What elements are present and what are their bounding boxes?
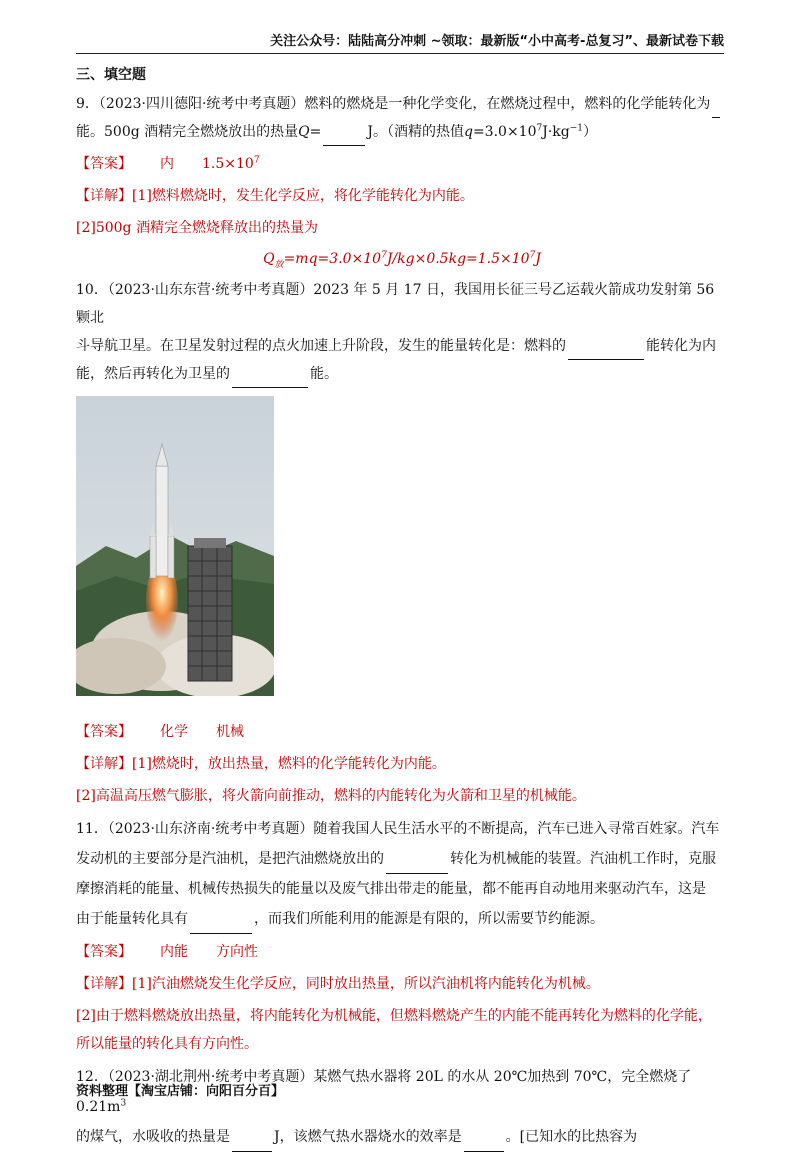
question-10: 10．（2023·山东东营·统考中考真题）2023 年 5 月 17 日，我国用长征三号乙运载火箭成功发射第 56 颗北 斗导航卫星。在卫星发射过程的点火加速上升阶段，发生的能量转化是：燃料的 能转化为内 能，然后再转化为卫星的 能。 xyxy=(76,276,728,388)
blank[interactable] xyxy=(232,369,308,388)
answer-11: 【答案】 内能 方向性 xyxy=(76,944,258,960)
detail-11-1: 【详解】[1]汽油燃烧发生化学反应，同时放出热量，所以汽油机将内能转化为机械。 xyxy=(76,976,600,992)
blank[interactable] xyxy=(190,915,252,934)
detail-11-2: [2]由于燃料燃烧放出热量，将内能转化为机械能，但燃料燃烧产生的内能不能再转化为燃料的化学能， 所以能量的转化具有方向性。 xyxy=(76,1008,712,1052)
answer-10: 【答案】 化学 机械 xyxy=(76,724,244,740)
blank[interactable] xyxy=(323,127,365,146)
page-content xyxy=(76,62,728,1152)
question-11: 11．（2023·山东济南·统考中考真题）随着我国人民生活水平的不断提高，汽车已进入寻常百姓家。汽车 发动机的主要部分是汽油机，是把汽油燃烧放出的 转化为机械能的装置。汽油机工作时，克服 摩擦消耗的能量、机械传热损失的能量以及废气排出带走的能量，都不能再自动地用来驱动汽车，这是 由于能量转化具有 ，而我们所能利用的能源是有限的，所以需要节约能源。 xyxy=(76,814,728,934)
blank[interactable] xyxy=(712,99,720,118)
detail-9-2: [2]500g 酒精完全燃烧释放出的热量为 xyxy=(76,220,318,236)
formula-9: $Q_放=mq=3.0\times 10^7J/kg\times 0.5kg=1.5\times 10^7J$ xyxy=(263,250,541,270)
blank[interactable] xyxy=(386,855,448,874)
page-footer: 资料整理【淘宝店铺：向阳百分百】 xyxy=(76,1084,285,1099)
detail-10-2: [2]高温高压燃气膨胀，将火箭向前推动，燃料的内能转化为火箭和卫星的机械能。 xyxy=(76,788,586,804)
detail-10-1: 【详解】[1]燃烧时，放出热量，燃料的化学能转化为内能。 xyxy=(76,756,446,772)
rocket-launch-photo xyxy=(76,396,274,696)
blank[interactable] xyxy=(464,1133,504,1152)
page-header: 关注公众号：陆陆高分冲刺 ~领取：最新版“小中高考-总复习”、最新试卷下载 xyxy=(76,30,724,54)
section-title: 三、填空题 xyxy=(76,67,146,83)
answer-9: 【答案】 内 $1.5\times 10^7$ xyxy=(76,155,260,172)
blank[interactable] xyxy=(232,1133,272,1152)
blank[interactable] xyxy=(568,341,644,360)
detail-9-1: 【详解】[1]燃料燃烧时，发生化学反应，将化学能转化为内能。 xyxy=(76,188,474,204)
question-9: 9．（2023·四川德阳·统考中考真题）燃料的燃烧是一种化学变化，在燃烧过程中，燃料的化学能转化为 能。500g 酒精完全燃烧放出的热量Q= J。（酒精的热值$q=3.0\times 10^7J\cdot kg^{-1}$） xyxy=(76,90,728,146)
question-12: 12．（2023·湖北荆州·统考中考真题）某燃气热水器将 20L 的水从 20℃加热到 70℃，完全燃烧了 $0.21m^3$ 的煤气，水吸收的热量是 J，该燃气热水器烧水的效率是 。[已知水的比热容为 xyxy=(76,1062,728,1152)
